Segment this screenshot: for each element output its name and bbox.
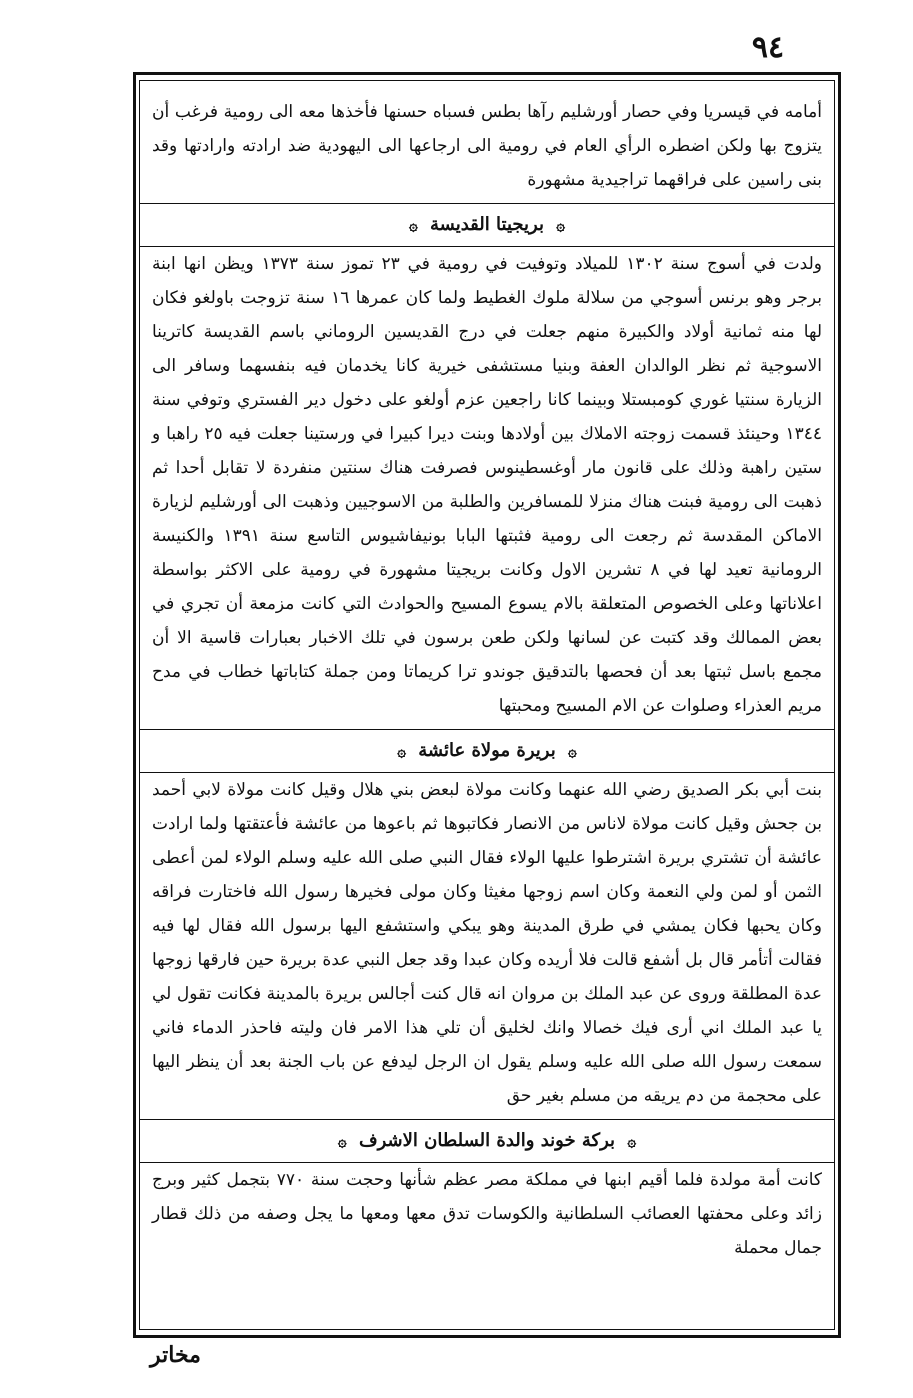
ornament-icon: ۞ [556, 216, 566, 234]
section-title: بريجيتا القديسة [430, 214, 544, 235]
section-title: بركة خوند والدة السلطان الاشرف [358, 1130, 616, 1151]
section-heading-baraka [140, 1120, 834, 1163]
ornament-icon: ۞ [397, 742, 406, 760]
section-body-barira: بنت أبي بكر الصديق رضي الله عنهما وكانت مولاة لبعض بني هلال وقيل كانت مولاة لابي أحمد بن جحش وقيل كانت مولاة لاناس من الانصار فكاتبوها ثم باعوها من عائشة فأعتقتها ولما ارادت عائشة أن تشتري بريرة اشترطوا عليها الولاء فقال النبي صلى الله عليه وسلم الولاء لمن أعطى الثمن أو لمن ولي النعمة وكان اسم زوجها مغيثا وكان مولى فخيرها رسول الله فاختارت فراقه وكان يحبها فكان يمشي في طرق المدينة وهو يبكي واستشفع اليها برسول الله فقال لها فيه فقالت أتأمر قال بل أشفع قالت فلا أريده وكان عبدا وقد جعل النبي عدة بريرة حين فارقها زوجها عدة المطلقة وروى عن عبد الملك بن مروان انه قال كنت أجالس بريرة بالمدينة فكانت تقول لي يا عبد الملك اني أرى فيك خصالا وانك لخليق أن تلي هذا الامر فان وليته فاحذر الدماء فاني سمعت رسول الله صلى الله عليه وسلم يقول ان الرجل ليدفع عن باب الجنة بعد أن ينظر اليها على محجمة من دم يريقه من مسلم بغير حق [152, 780, 822, 1106]
ornament-icon: ۞ [627, 1132, 637, 1150]
intro-paragraph: أمامه في قيسريا وفي حصار أورشليم رآها بطس فسباه حسنها فأخذها معه الى رومية فرغب أن يتزوج بها ولكن اضطره الرأي العام في رومية الى ارجاعها الى اليهودية ضد ارادته وارادتها وقد بنى راسين على فراقهما تراجيدية مشهورة [152, 102, 822, 190]
section-title: بريرة مولاة عائشة [418, 740, 556, 761]
section-heading-barira [140, 730, 834, 773]
ornament-icon: ۞ [337, 1132, 347, 1150]
ornament-icon: ۞ [568, 742, 577, 760]
section-body-birgitta: ولدت في أسوج سنة ١٣٠٢ للميلاد وتوفيت في رومية في ٢٣ تموز سنة ١٣٧٣ ويظن انها ابنة برجر وهو برنس أسوجي من سلالة ملوك الغطيط ولما كان عمرها ١٦ سنة تزوجت باولغو فكان لها منه ثمانية أولاد والكبيرة منهم جعلت في درج القديسين الروماني باسم القديسة كاترينا الاسوجية ثم نظر الوالدان العفة وبنيا مستشفى خيرية كانا يخدمان فيه بنفسهما وسافر الى الزيارة سنتيا غوري كومبستلا وبينما كانا راجعين عزم أولغو على دخول دير الفستري وتوفي سنة ١٣٤٤ وحينئذ قسمت زوجته الاملاك بين أولادها وبنت ديرا كبيرا في ورستينا جعلت فيه ٢٥ راهبا و ستين راهبة وذلك على قانون مار أوغسطينوس فصرفت هناك سنتين منفردة لا تقابل أحدا ثم ذهبت الى رومية فبنت هناك منزلا للمسافرين والطلبة من الاسوجيين وذهبت الى أورشليم لزيارة الاماكن المقدسة ثم رجعت الى رومية فثبتها البابا بونيفاشيوس التاسع سنة ١٣٩١ والكنيسة الرومانية تعيد لها في ٨ تشرين الاول وكانت بريجيتا مشهورة في رومية على الاكثر بواسطة اعلاناتها وعلى الخصوص المتعلقة بالام يسوع المسيح والحوادث التي كانت مزمعة أن تجري في بعض الممالك وقد كتبت عن لسانها ولكن طعن برسون في تلك الاخبار بعبارات قاسية الا أن مجمع باسل ثبتها بعد أن فحصها بالتدقيق جوندو ترا كريماتا ومن جملة كتاباتها خطاب في مدح مريم العذراء وصلوات عن الام المسيح ومحبتها [152, 254, 822, 716]
section-heading-birgitta [140, 204, 834, 247]
page-number: ٩٤ [751, 30, 785, 65]
text-frame [139, 80, 835, 1330]
catchword: مخاتر [150, 1342, 201, 1368]
section-body-baraka: كانت أمة مولدة فلما أقيم ابنها في مملكة مصر عظم شأنها وحجت سنة ٧٧٠ بتجمل كثير وبرج زائد وعلى محفتها العصائب السلطانية والكوسات تدق معها ومعها ما يجل وصفه من ذلك قطار جمال محملة [152, 1170, 822, 1258]
ornament-icon: ۞ [408, 216, 418, 234]
